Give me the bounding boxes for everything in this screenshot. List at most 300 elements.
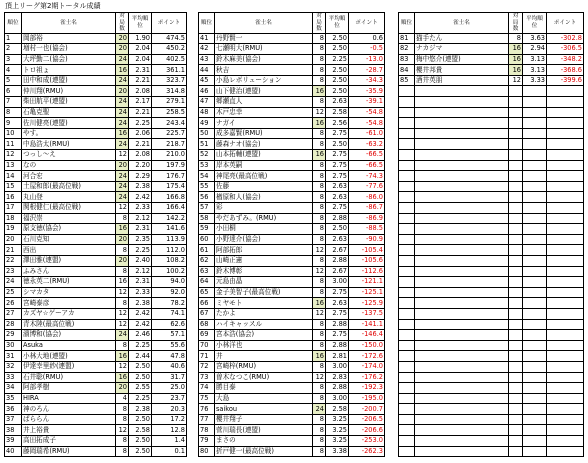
rank-cell: 40 <box>5 446 22 457</box>
empty-cell <box>399 404 415 415</box>
average-rank: 2.33 <box>129 203 152 214</box>
points-value: -146.4 <box>349 330 385 341</box>
empty-cell <box>547 203 584 214</box>
empty-cell <box>547 351 584 362</box>
empty-cell <box>415 118 509 129</box>
empty-cell <box>509 139 523 150</box>
average-rank: 2.25 <box>129 245 152 256</box>
games-count: 20 <box>116 86 129 97</box>
average-rank: 2.21 <box>129 75 152 86</box>
empty-cell <box>523 266 547 277</box>
empty-row <box>399 86 584 97</box>
rank-cell: 37 <box>5 414 22 425</box>
player-name: やだあずみ。(RMU) <box>215 213 313 224</box>
average-rank: 3.25 <box>326 436 349 447</box>
empty-row <box>399 425 584 436</box>
empty-cell <box>415 277 509 288</box>
empty-cell <box>399 436 415 447</box>
average-rank: 1.90 <box>129 33 152 44</box>
empty-cell <box>547 139 584 150</box>
player-name: 西出 <box>22 245 116 256</box>
empty-row <box>399 436 584 447</box>
empty-cell <box>523 361 547 372</box>
player-name: 青木陸(最高位戦) <box>22 319 116 330</box>
average-rank: 2.42 <box>129 192 152 203</box>
player-name: 猫手たん <box>415 33 509 44</box>
empty-cell <box>509 298 523 309</box>
table-row <box>5 393 187 404</box>
empty-cell <box>399 393 415 404</box>
games-count: 8 <box>116 213 129 224</box>
player-name: ミヤモト <box>215 298 313 309</box>
empty-cell <box>547 128 584 139</box>
games-count: 4 <box>116 393 129 404</box>
empty-cell <box>523 139 547 150</box>
points-value: 323.7 <box>152 75 187 86</box>
player-name: 宮本浩(協会) <box>215 330 313 341</box>
average-rank: 2.31 <box>129 277 152 288</box>
rank-cell: 58 <box>199 213 215 224</box>
header-row <box>199 13 385 34</box>
average-rank: 2.67 <box>326 245 349 256</box>
player-name: 柴田航平(連盟) <box>22 97 116 108</box>
table-row <box>5 298 187 309</box>
table-row <box>199 44 385 55</box>
empty-cell <box>547 224 584 235</box>
table-row <box>5 277 187 288</box>
table-row <box>199 319 385 330</box>
points-value: 25.0 <box>152 383 187 394</box>
empty-row <box>399 171 584 182</box>
table-row <box>199 128 385 139</box>
games-count: 8 <box>313 393 326 404</box>
points-value: 279.1 <box>152 97 187 108</box>
rank-cell: 85 <box>399 75 415 86</box>
player-name: 曽木なつこ(RMU) <box>215 372 313 383</box>
points-value: -348.2 <box>547 54 584 65</box>
average-rank: 2.25 <box>129 340 152 351</box>
games-count: 24 <box>116 75 129 86</box>
games-count: 8 <box>116 436 129 447</box>
points-value: -86.0 <box>349 192 385 203</box>
average-rank: 2.50 <box>326 86 349 97</box>
standings-table-3 <box>398 12 584 457</box>
games-count: 8 <box>116 298 129 309</box>
games-header: 対局数 <box>313 13 326 34</box>
empty-cell <box>523 255 547 266</box>
page-title: 頂上リーグ第2期トータル成績 <box>5 2 101 10</box>
points-value: -125.9 <box>349 298 385 309</box>
rank-cell: 36 <box>5 404 22 415</box>
average-rank: 2.38 <box>129 404 152 415</box>
empty-cell <box>523 436 547 447</box>
empty-cell <box>399 287 415 298</box>
points-value: -88.5 <box>349 224 385 235</box>
average-rank: 2.44 <box>129 351 152 362</box>
table-row <box>5 245 187 256</box>
rank-cell: 5 <box>5 75 22 86</box>
average-rank: 2.75 <box>326 287 349 298</box>
empty-cell <box>415 404 509 415</box>
empty-cell <box>523 414 547 425</box>
player-name: 彩 <box>215 203 313 214</box>
games-count: 16 <box>313 298 326 309</box>
games-count: 20 <box>116 160 129 171</box>
points-value: -368.6 <box>547 65 584 76</box>
rank-cell: 83 <box>399 54 415 65</box>
games-count: 8 <box>313 361 326 372</box>
rank-cell: 18 <box>5 213 22 224</box>
rank-cell: 78 <box>199 425 215 436</box>
table-row <box>5 139 187 150</box>
rank-cell: 32 <box>5 361 22 372</box>
player-name: たかよ <box>215 308 313 319</box>
games-count: 8 <box>313 97 326 108</box>
points-value: -66.5 <box>349 160 385 171</box>
games-count: 8 <box>116 414 129 425</box>
rank-cell: 29 <box>5 330 22 341</box>
games-count: 24 <box>116 181 129 192</box>
table-row <box>5 330 187 341</box>
average-rank: 2.50 <box>129 446 152 457</box>
games-count: 20 <box>116 234 129 245</box>
points-value: -63.2 <box>349 139 385 150</box>
empty-cell <box>523 107 547 118</box>
average-rank: 2.58 <box>129 425 152 436</box>
empty-cell <box>509 446 523 457</box>
empty-cell <box>399 361 415 372</box>
empty-row <box>399 446 584 457</box>
table-row <box>199 54 385 65</box>
points-value: 225.7 <box>152 128 187 139</box>
player-name: 郷瀬直人 <box>215 97 313 108</box>
points-value: 218.7 <box>152 139 187 150</box>
rank-cell: 49 <box>199 118 215 129</box>
player-name: ハイキャッスル <box>215 319 313 330</box>
empty-cell <box>399 351 415 362</box>
empty-cell <box>523 404 547 415</box>
rank-cell: 77 <box>199 414 215 425</box>
player-name: 佐川健亮(連盟) <box>22 118 116 129</box>
player-name: 勝目泰 <box>215 383 313 394</box>
table-row <box>199 287 385 298</box>
points-value: 47.8 <box>152 351 187 362</box>
empty-cell <box>415 213 509 224</box>
name-header: 雀士名 <box>415 13 509 34</box>
games-count: 8 <box>313 181 326 192</box>
player-name: 丸山登 <box>22 192 116 203</box>
player-name: 小野達介(協会) <box>215 234 313 245</box>
empty-cell <box>547 245 584 256</box>
empty-cell <box>399 372 415 383</box>
points-value: -195.0 <box>349 393 385 404</box>
empty-cell <box>415 150 509 161</box>
empty-row <box>399 298 584 309</box>
games-count: 8 <box>313 319 326 330</box>
points-value: -0.5 <box>349 44 385 55</box>
average-rank: 2.12 <box>129 213 152 224</box>
empty-cell <box>509 351 523 362</box>
empty-cell <box>415 255 509 266</box>
games-count: 16 <box>116 277 129 288</box>
table-row <box>5 54 187 65</box>
games-count: 16 <box>116 351 129 362</box>
empty-cell <box>509 128 523 139</box>
points-value: 62.6 <box>152 319 187 330</box>
average-rank: 2.75 <box>326 203 349 214</box>
rank-cell: 52 <box>199 150 215 161</box>
empty-row <box>399 287 584 298</box>
average-rank: 2.42 <box>129 308 152 319</box>
table-row <box>5 404 187 415</box>
player-name: 原支徳(協会) <box>22 224 116 235</box>
player-name: トロ祖ょ <box>22 65 116 76</box>
games-count: 8 <box>116 404 129 415</box>
empty-cell <box>509 181 523 192</box>
empty-cell <box>547 298 584 309</box>
table-row <box>199 446 385 457</box>
empty-row <box>399 414 584 425</box>
empty-cell <box>415 86 509 97</box>
average-rank: 2.75 <box>326 330 349 341</box>
empty-row <box>399 160 584 171</box>
table-row <box>199 340 385 351</box>
games-count: 8 <box>313 414 326 425</box>
empty-cell <box>399 298 415 309</box>
games-count: 12 <box>116 319 129 330</box>
empty-cell <box>509 277 523 288</box>
player-name: 徳永英二(RMU) <box>22 277 116 288</box>
player-name: 大島 <box>215 393 313 404</box>
average-rank: 2.17 <box>129 97 152 108</box>
rank-cell: 81 <box>399 33 415 44</box>
points-value: -90.9 <box>349 234 385 245</box>
empty-cell <box>415 383 509 394</box>
games-count: 8 <box>313 287 326 298</box>
games-count: 12 <box>313 372 326 383</box>
average-rank: 3.13 <box>523 54 547 65</box>
player-name: 鈴木麻美(協会) <box>215 54 313 65</box>
empty-cell <box>399 118 415 129</box>
average-rank: 2.46 <box>129 330 152 341</box>
games-count: 12 <box>116 361 129 372</box>
table-row <box>5 383 187 394</box>
games-count: 8 <box>313 436 326 447</box>
average-rank: 2.75 <box>326 308 349 319</box>
player-name: 阿部拓郎 <box>215 245 313 256</box>
average-rank: 2.63 <box>326 181 349 192</box>
average-rank: 2.50 <box>129 361 152 372</box>
games-count: 12 <box>313 245 326 256</box>
empty-cell <box>399 192 415 203</box>
empty-cell <box>523 118 547 129</box>
average-rank: 2.83 <box>326 372 349 383</box>
average-rank: 2.81 <box>326 351 349 362</box>
empty-cell <box>415 97 509 108</box>
points-value: -262.3 <box>349 446 385 457</box>
average-rank: 2.50 <box>129 372 152 383</box>
average-rank: 2.56 <box>326 118 349 129</box>
points-value: -74.3 <box>349 171 385 182</box>
empty-cell <box>509 319 523 330</box>
empty-cell <box>415 224 509 235</box>
player-name: 阿部孝樹 <box>22 383 116 394</box>
points-value: 197.9 <box>152 160 187 171</box>
empty-cell <box>523 213 547 224</box>
games-count: 8 <box>313 33 326 44</box>
games-count: 8 <box>313 224 326 235</box>
rank-cell: 35 <box>5 393 22 404</box>
empty-cell <box>547 160 584 171</box>
table-row <box>199 383 385 394</box>
empty-row <box>399 277 584 288</box>
games-count: 12 <box>313 107 326 118</box>
average-rank: 2.88 <box>326 383 349 394</box>
points-value: -125.1 <box>349 287 385 298</box>
games-count: 8 <box>509 33 523 44</box>
points-value: 0.6 <box>349 33 385 44</box>
points-value: 113.9 <box>152 234 187 245</box>
games-count: 8 <box>313 340 326 351</box>
empty-row <box>399 308 584 319</box>
empty-cell <box>399 234 415 245</box>
rank-cell: 1 <box>5 33 22 44</box>
rank-cell: 57 <box>199 203 215 214</box>
empty-cell <box>523 340 547 351</box>
empty-row <box>399 361 584 372</box>
rank-cell: 2 <box>5 44 22 55</box>
empty-cell <box>399 277 415 288</box>
empty-row <box>399 181 584 192</box>
games-count: 8 <box>116 446 129 457</box>
player-name: 土屋和郎(最高位戦) <box>22 181 116 192</box>
rank-cell: 74 <box>199 383 215 394</box>
points-value: -66.5 <box>349 150 385 161</box>
empty-row <box>399 203 584 214</box>
points-value: 20.3 <box>152 404 187 415</box>
games-count: 16 <box>509 54 523 65</box>
games-count: 24 <box>116 171 129 182</box>
table-row <box>199 150 385 161</box>
games-count: 24 <box>313 404 326 415</box>
table-row <box>199 192 385 203</box>
empty-cell <box>399 139 415 150</box>
games-count: 12 <box>116 150 129 161</box>
rank-cell: 61 <box>199 245 215 256</box>
player-name: 楢原和人(協会) <box>215 192 313 203</box>
player-name: 小林洋也 <box>215 340 313 351</box>
games-count: 12 <box>116 287 129 298</box>
rank-header: 順位 <box>199 13 215 34</box>
empty-cell <box>509 213 523 224</box>
games-count: 20 <box>116 44 129 55</box>
games-count: 12 <box>313 308 326 319</box>
player-name: 田中和成(連盟) <box>22 75 116 86</box>
player-name: 中島浩太(RMU) <box>22 139 116 150</box>
player-name: 増村一也(協会) <box>22 44 116 55</box>
games-count: 8 <box>313 277 326 288</box>
player-name: 濱博和(協会) <box>22 330 116 341</box>
empty-cell <box>523 277 547 288</box>
empty-cell <box>523 425 547 436</box>
table-row <box>199 234 385 245</box>
empty-cell <box>399 107 415 118</box>
empty-cell <box>547 404 584 415</box>
player-name: 小林大地(連盟) <box>22 351 116 362</box>
average-rank: 2.08 <box>129 150 152 161</box>
empty-cell <box>399 266 415 277</box>
empty-cell <box>547 192 584 203</box>
empty-cell <box>415 372 509 383</box>
empty-cell <box>509 372 523 383</box>
empty-cell <box>547 308 584 319</box>
games-count: 8 <box>313 425 326 436</box>
player-name: 井 <box>215 351 313 362</box>
player-name: 井上裕貴 <box>22 425 116 436</box>
average-rank: 2.31 <box>129 65 152 76</box>
empty-cell <box>399 245 415 256</box>
table-row <box>5 414 187 425</box>
rank-cell: 19 <box>5 224 22 235</box>
standings-table-1 <box>4 12 187 457</box>
games-count: 8 <box>313 75 326 86</box>
empty-cell <box>509 340 523 351</box>
empty-cell <box>523 446 547 457</box>
empty-cell <box>509 150 523 161</box>
player-name: 藤森ナオ(協会) <box>215 139 313 150</box>
empty-cell <box>547 414 584 425</box>
empty-cell <box>415 361 509 372</box>
table-row <box>5 308 187 319</box>
points-value: -77.6 <box>349 181 385 192</box>
empty-cell <box>399 160 415 171</box>
empty-row <box>399 97 584 108</box>
average-rank: 2.50 <box>326 75 349 86</box>
points-value: 17.2 <box>152 414 187 425</box>
table-row <box>199 160 385 171</box>
average-rank: 2.20 <box>129 160 152 171</box>
player-name: 神尾亮(最高位戦) <box>215 171 313 182</box>
rank-cell: 72 <box>199 361 215 372</box>
empty-cell <box>399 171 415 182</box>
points-value: -399.6 <box>547 75 584 86</box>
empty-cell <box>547 234 584 245</box>
table-row <box>5 86 187 97</box>
points-value: -200.7 <box>349 404 385 415</box>
points-value: 361.1 <box>152 65 187 76</box>
player-name: 福沢崇 <box>22 213 116 224</box>
average-rank: 2.55 <box>129 383 152 394</box>
games-count: 16 <box>116 65 129 76</box>
table-row <box>199 118 385 129</box>
games-count: 8 <box>313 54 326 65</box>
player-name: 鈴木博彰 <box>215 266 313 277</box>
empty-cell <box>415 393 509 404</box>
player-name: 櫻井翔子 <box>215 414 313 425</box>
empty-cell <box>415 192 509 203</box>
table-row <box>199 277 385 288</box>
empty-cell <box>399 181 415 192</box>
empty-cell <box>523 150 547 161</box>
empty-row <box>399 107 584 118</box>
empty-cell <box>523 181 547 192</box>
rank-cell: 64 <box>199 277 215 288</box>
games-count: 24 <box>116 139 129 150</box>
empty-cell <box>415 298 509 309</box>
games-count: 12 <box>116 425 129 436</box>
empty-row <box>399 118 584 129</box>
player-name: なの <box>22 160 116 171</box>
